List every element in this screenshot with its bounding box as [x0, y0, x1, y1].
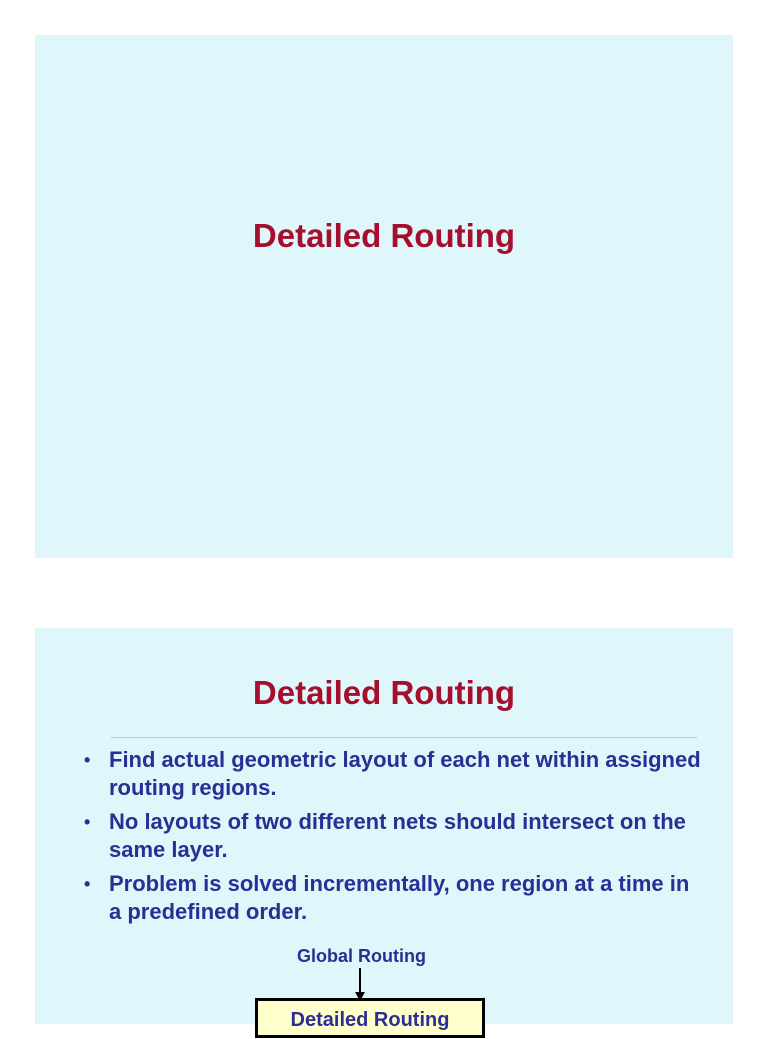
bullet-item: [81, 808, 701, 864]
bullet-marker: •: [84, 812, 91, 832]
bullet-text: No layouts of two different nets should intersect on the same layer.: [109, 809, 686, 862]
title-divider: [111, 737, 697, 738]
bullet-list: [81, 746, 701, 932]
slide-1-title: Detailed Routing: [252, 217, 516, 254]
flow-box-detailed-routing: Detailed Routing: [255, 998, 485, 1038]
slide-2-title: Detailed Routing: [252, 674, 516, 711]
bullet-item: [81, 870, 701, 926]
bullet-marker: •: [84, 874, 91, 894]
bullet-marker: •: [84, 750, 91, 770]
bullet-text: Find actual geometric layout of each net within assigned routing regions.: [109, 747, 701, 800]
bullet-item: [81, 746, 701, 802]
bullet-text: Problem is solved incrementally, one region at a time in a predefined order.: [109, 871, 690, 924]
slide-2: [35, 628, 733, 1031]
flow-label-global-routing: Global Routing: [297, 946, 426, 966]
slide-1: [35, 35, 733, 558]
down-arrow-icon: [353, 968, 367, 1002]
